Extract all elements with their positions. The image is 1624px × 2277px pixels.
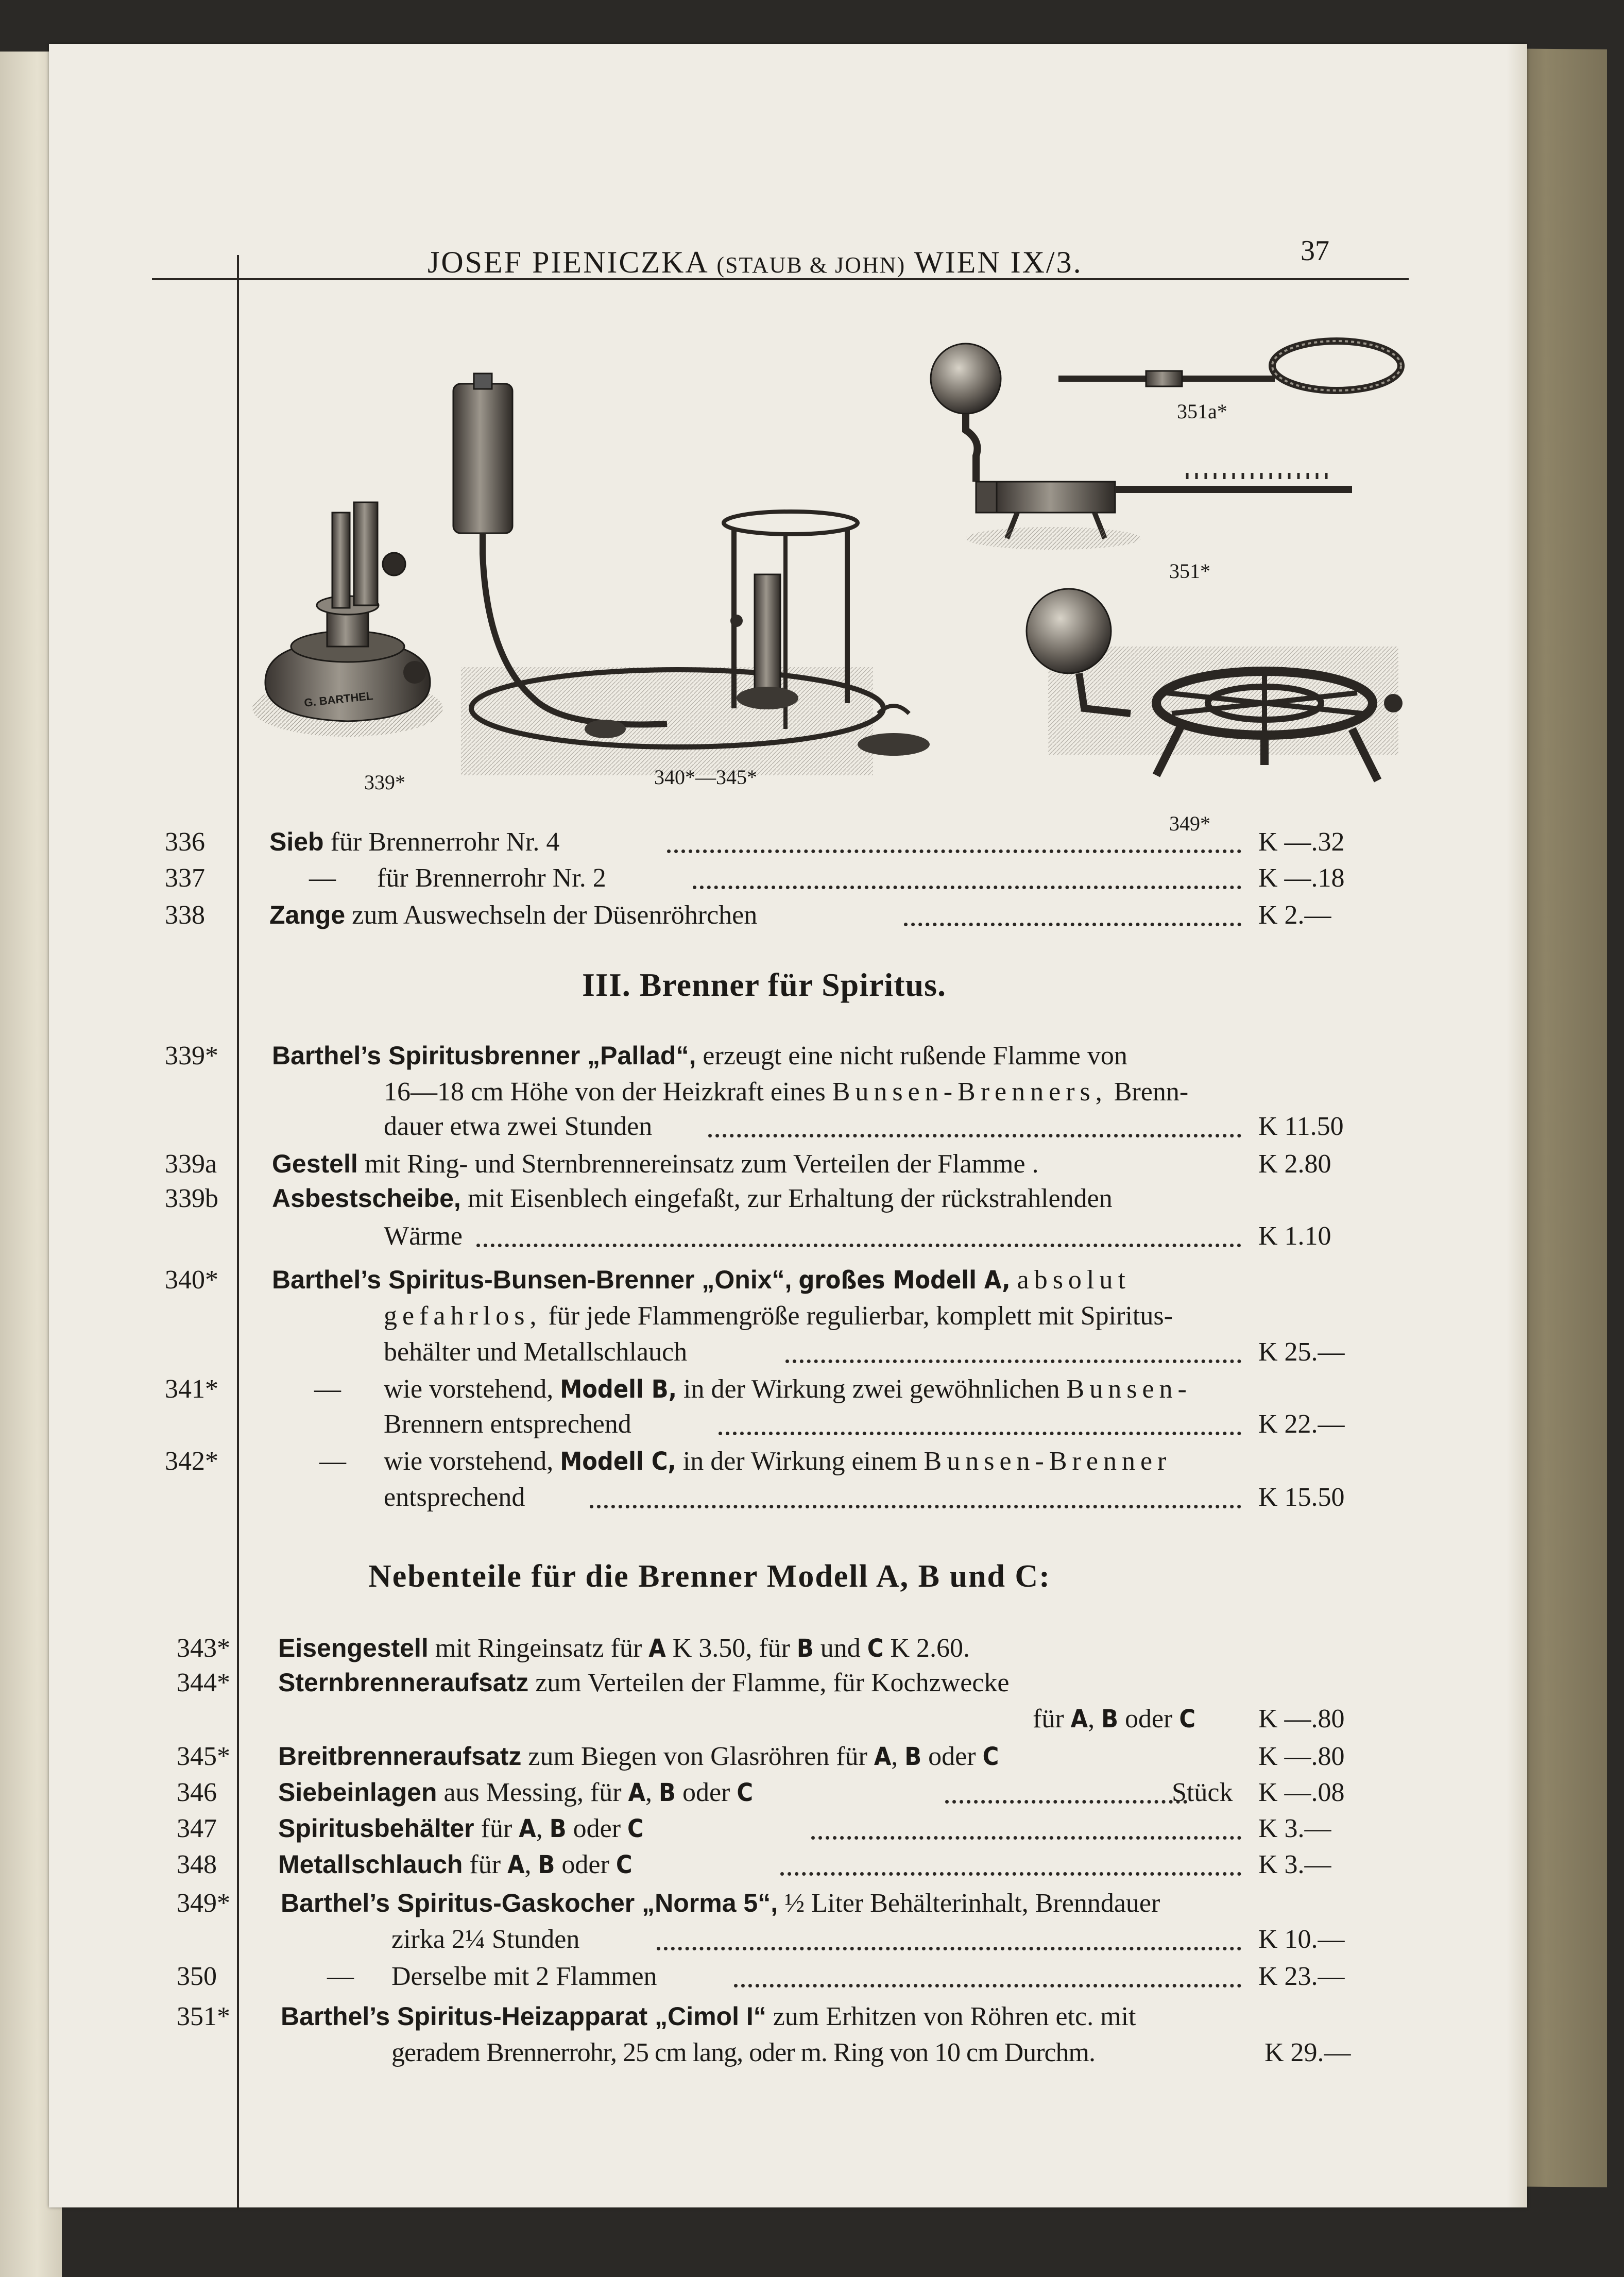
item-row-350 <box>49 1961 1527 1995</box>
item-row-341 <box>49 1374 1527 1408</box>
unit-label: Stück <box>1172 1778 1233 1807</box>
item-number: 341* <box>165 1374 218 1404</box>
model-label: B <box>659 1778 676 1807</box>
item-desc: oder <box>1124 1704 1173 1734</box>
model-label: A <box>507 1850 525 1879</box>
item-row-344 <box>49 1668 1527 1702</box>
item-text: Breitbrenneraufsatz zum Biegen von Glasröhren für A, B oder C <box>278 1742 999 1771</box>
item-name: Zange <box>269 900 346 929</box>
running-head <box>428 245 1083 280</box>
item-name: Barthel’s Spiritus-Bunsen-Brenner „Onix“, <box>272 1265 792 1294</box>
model-label: Modell C, <box>560 1447 676 1476</box>
item-number: 345* <box>177 1742 230 1771</box>
item-row-351-line2 <box>49 2037 1527 2071</box>
item-desc: erzeugt eine nicht rußende Flamme von <box>703 1041 1127 1070</box>
spaced-text: absolut <box>1017 1265 1131 1295</box>
ditto-dash: — <box>327 1962 354 1991</box>
item-text <box>272 1041 1127 1071</box>
item-name: Eisengestell <box>278 1634 429 1662</box>
item-text <box>384 1374 1192 1404</box>
item-row-351 <box>49 2001 1527 2035</box>
item-desc: dauer etwa zwei Stunden <box>384 1112 653 1141</box>
item-desc: Brenn- <box>1114 1077 1189 1107</box>
dot-leader <box>708 1134 1241 1137</box>
ditto-dash: — <box>314 1374 341 1404</box>
model-label: A <box>648 1634 666 1663</box>
page-header <box>49 173 1527 279</box>
model-label: Modell B, <box>560 1375 677 1404</box>
item-text: für A, B oder C <box>1033 1704 1196 1734</box>
dot-leader <box>780 1872 1241 1876</box>
item-text <box>272 1183 1113 1214</box>
item-row-340 <box>49 1265 1527 1299</box>
item-text <box>281 1888 1160 1918</box>
item-name: Asbestscheibe, <box>272 1184 461 1213</box>
dot-leader <box>590 1505 1241 1508</box>
model-label: A <box>519 1814 536 1843</box>
item-text <box>384 1077 1188 1107</box>
head-firm: (STAUB & JOHN) <box>716 252 906 278</box>
model-label: B <box>796 1634 814 1663</box>
item-desc: in der Wirkung einem <box>682 1447 917 1476</box>
item-desc: für <box>1033 1704 1064 1734</box>
figure-label-351: 351* <box>1169 559 1210 583</box>
item-price: K —.80 <box>1258 1704 1345 1734</box>
figure-label-349: 349* <box>1169 812 1210 835</box>
item-row-342-line2 <box>49 1482 1527 1516</box>
item-row-341-line2 <box>49 1409 1527 1443</box>
item-desc: Wärme <box>384 1221 463 1251</box>
figure-351-tube-heater <box>931 344 1352 550</box>
item-row-349-line2 <box>49 1924 1527 1958</box>
item-text <box>384 1446 1171 1476</box>
figure-340-onix-burner <box>453 373 930 775</box>
item-price: K —.80 <box>1258 1742 1345 1771</box>
item-desc: für jede Flammengröße regulierbar, komplett mit Spiritus- <box>548 1301 1173 1331</box>
item-desc: zirka 2¼ Stunden <box>391 1925 580 1954</box>
item-number: 337 <box>165 863 205 893</box>
item-desc: 16—18 cm Höhe von der Heizkraft eines <box>384 1077 826 1107</box>
item-name: Gestell <box>272 1149 358 1178</box>
dot-leader <box>667 849 1241 853</box>
product-illustrations <box>245 286 1419 847</box>
head-city: WIEN IX/3. <box>914 245 1083 279</box>
item-row-340-line3 <box>49 1337 1527 1371</box>
item-text <box>281 2001 1136 2032</box>
item-desc: und <box>820 1634 861 1663</box>
catalog-page <box>49 44 1527 2207</box>
item-name: Barthel’s Spiritusbrenner „Pallad“, <box>272 1041 696 1070</box>
item-row-337 <box>49 863 1527 897</box>
item-price: K —.18 <box>1258 863 1345 893</box>
item-name: Sieb <box>269 827 324 856</box>
item-price: K 15.50 <box>1258 1483 1345 1512</box>
item-desc: mit Ring- und Sternbrennereinsatz zum Verteilen der Flamme . <box>364 1149 1039 1179</box>
item-price: K 2.80 <box>1258 1149 1331 1179</box>
item-number: 338 <box>165 900 205 930</box>
item-desc: oder <box>928 1742 976 1771</box>
dot-leader <box>904 923 1241 926</box>
item-name: Spiritusbehälter <box>278 1814 474 1843</box>
item-number: 349* <box>177 1889 230 1918</box>
item-number: 339a <box>165 1149 217 1179</box>
item-row-347 <box>49 1813 1527 1847</box>
dot-leader <box>476 1244 1241 1247</box>
dot-leader <box>811 1836 1241 1840</box>
model-label: B <box>1101 1705 1118 1734</box>
model-label: A <box>628 1778 646 1807</box>
item-name: Barthel’s Spiritus-Gaskocher „Norma 5“, <box>281 1889 778 1917</box>
item-desc: wie vorstehend, <box>384 1447 554 1476</box>
item-desc: für Brennerrohr Nr. 2 <box>377 863 606 893</box>
item-desc: wie vorstehend, <box>384 1374 554 1404</box>
burner-engraving-text: G. BARTHEL <box>303 689 374 709</box>
item-desc: zum Verteilen der Flamme, für Kochzwecke <box>535 1668 1010 1697</box>
item-desc: K 2.60. <box>890 1634 970 1663</box>
item-desc: mit Eisenblech eingefaßt, zur Erhaltung der rückstrahlenden <box>467 1184 1113 1213</box>
spaced-text: Bunsen-Brenners, <box>832 1077 1107 1107</box>
item-desc: für <box>481 1814 512 1843</box>
item-price: K 29.— <box>1264 2038 1351 2067</box>
item-name: Breitbrenneraufsatz <box>278 1742 522 1771</box>
model-label: großes Modell A, <box>798 1266 1011 1295</box>
item-desc: Derselbe mit 2 Flammen <box>391 1962 657 1991</box>
model-label: B <box>549 1814 567 1843</box>
model-label: C <box>982 1742 999 1771</box>
figure-label-351a: 351a* <box>1177 400 1227 423</box>
section-heading-parts: Nebenteile für die Brenner Modell A, B und C: <box>368 1559 1051 1594</box>
item-desc: ½ Liter Behälterinhalt, Brenndauer <box>784 1889 1160 1918</box>
item-row-342 <box>49 1446 1527 1480</box>
item-row-344-line2 <box>49 1704 1527 1738</box>
item-desc: für Brennerrohr Nr. 4 <box>330 827 560 857</box>
item-number: 351* <box>177 2002 230 2031</box>
item-desc: zum Erhitzen von Röhren etc. mit <box>773 2002 1136 2031</box>
item-price: K 1.10 <box>1258 1221 1331 1251</box>
item-row-346 <box>49 1777 1527 1811</box>
model-label: B <box>904 1742 922 1771</box>
spaced-text: Bunsen-Brenner <box>924 1447 1172 1476</box>
item-desc: geradem Brennerrohr, 25 cm lang, oder m. Ring von 10 cm Durchm. <box>391 2038 1095 2067</box>
item-number: 343* <box>177 1634 230 1663</box>
item-desc: zum Auswechseln der Düsenröhrchen <box>352 900 758 930</box>
item-text <box>278 1668 1009 1698</box>
item-desc: für <box>469 1850 501 1879</box>
item-text <box>269 827 559 857</box>
item-text <box>272 1265 1131 1295</box>
item-desc: Brennern entsprechend <box>384 1409 631 1439</box>
item-row-340-line2 <box>49 1301 1527 1335</box>
item-number: 342* <box>165 1447 218 1476</box>
item-name: Siebeinlagen <box>278 1778 437 1807</box>
dot-leader <box>945 1800 1187 1804</box>
item-desc: oder <box>573 1814 621 1843</box>
model-label: C <box>616 1850 632 1879</box>
page-number: 37 <box>1301 235 1329 267</box>
model-label: C <box>1179 1705 1196 1734</box>
item-desc: mit Ringeinsatz für <box>435 1634 642 1663</box>
model-label: A <box>874 1742 892 1771</box>
figure-339-pallad-burner <box>252 502 443 737</box>
item-number: 339* <box>165 1041 218 1070</box>
item-text <box>272 1149 1039 1179</box>
item-row-339-line2 <box>49 1077 1527 1111</box>
item-text: Metallschlauch für A, B oder C <box>278 1850 632 1879</box>
figure-351a-ring-burner <box>1058 341 1401 390</box>
item-price: K —.08 <box>1258 1778 1345 1807</box>
item-text: Siebeinlagen aus Messing, für A, B oder C <box>278 1778 754 1807</box>
item-price: K 11.50 <box>1258 1112 1344 1141</box>
item-row-345 <box>49 1741 1527 1775</box>
item-number: 336 <box>165 827 205 857</box>
item-number: 348 <box>177 1850 217 1879</box>
item-price: K 3.— <box>1258 1850 1331 1879</box>
item-name: Barthel’s Spiritus-Heizapparat „Cimol I“ <box>281 2002 766 2031</box>
item-number: 350 <box>177 1962 217 1991</box>
dot-leader <box>734 1984 1241 1987</box>
item-text <box>278 1633 970 1663</box>
item-number: 347 <box>177 1814 217 1843</box>
item-price: K —.32 <box>1258 827 1345 857</box>
ditto-dash: — <box>309 863 336 893</box>
model-label: A <box>1070 1705 1088 1734</box>
item-row-336 <box>49 827 1527 861</box>
item-text <box>269 900 757 930</box>
model-label: C <box>737 1778 754 1807</box>
item-price: K 23.— <box>1258 1962 1345 1991</box>
item-name: Metallschlauch <box>278 1850 463 1879</box>
item-number: 344* <box>177 1668 230 1697</box>
item-row-339 <box>49 1041 1527 1075</box>
item-price: K 25.— <box>1258 1337 1345 1367</box>
figure-label-340-345: 340*—345* <box>654 766 757 789</box>
model-label: C <box>867 1634 884 1663</box>
item-text <box>384 1301 1173 1331</box>
spaced-text: Bunsen- <box>1066 1374 1192 1404</box>
dot-leader <box>693 886 1241 889</box>
section-heading-iii: III. Brenner für Spiritus. <box>582 966 947 1003</box>
illustrations-svg <box>245 286 1419 847</box>
item-number: 340* <box>165 1265 218 1295</box>
head-company: JOSEF PIENICZKA <box>428 245 708 279</box>
item-row-339-line3 <box>49 1111 1527 1145</box>
item-name: Sternbrenneraufsatz <box>278 1668 529 1697</box>
item-price: K 22.— <box>1258 1409 1345 1439</box>
item-price: K 3.— <box>1258 1814 1331 1843</box>
item-row-338 <box>49 900 1527 934</box>
spaced-text: gefahrlos, <box>384 1301 542 1331</box>
item-desc: oder <box>561 1850 609 1879</box>
item-desc: K 3.50, für <box>672 1634 790 1663</box>
item-number: 339b <box>165 1184 218 1213</box>
item-row-349 <box>49 1888 1527 1922</box>
dot-leader <box>657 1947 1241 1950</box>
header-rule <box>152 278 1409 280</box>
item-row-339b <box>49 1183 1527 1217</box>
dot-leader <box>785 1360 1241 1363</box>
item-desc: oder <box>682 1778 730 1807</box>
item-row-339a <box>49 1149 1527 1183</box>
item-desc: behälter und Metallschlauch <box>384 1337 688 1367</box>
ditto-dash: — <box>319 1447 346 1476</box>
item-row-348 <box>49 1849 1527 1883</box>
item-desc: aus Messing, für <box>443 1778 622 1807</box>
item-price: K 2.— <box>1258 900 1331 930</box>
item-price: K 10.— <box>1258 1925 1345 1954</box>
figure-349-norma-cooker <box>1027 589 1403 780</box>
model-label: B <box>538 1850 555 1879</box>
item-desc: entsprechend <box>384 1483 525 1512</box>
item-desc: in der Wirkung zwei gewöhnlichen <box>683 1374 1060 1404</box>
model-label: C <box>627 1814 644 1843</box>
item-desc: zum Biegen von Glasröhren für <box>528 1742 867 1771</box>
item-row-339b-line2 <box>49 1221 1527 1255</box>
item-row-343 <box>49 1633 1527 1667</box>
dot-leader <box>719 1432 1241 1435</box>
item-number: 346 <box>177 1778 217 1807</box>
item-text: Spiritusbehälter für A, B oder C <box>278 1814 644 1843</box>
figure-label-339: 339* <box>364 771 405 794</box>
